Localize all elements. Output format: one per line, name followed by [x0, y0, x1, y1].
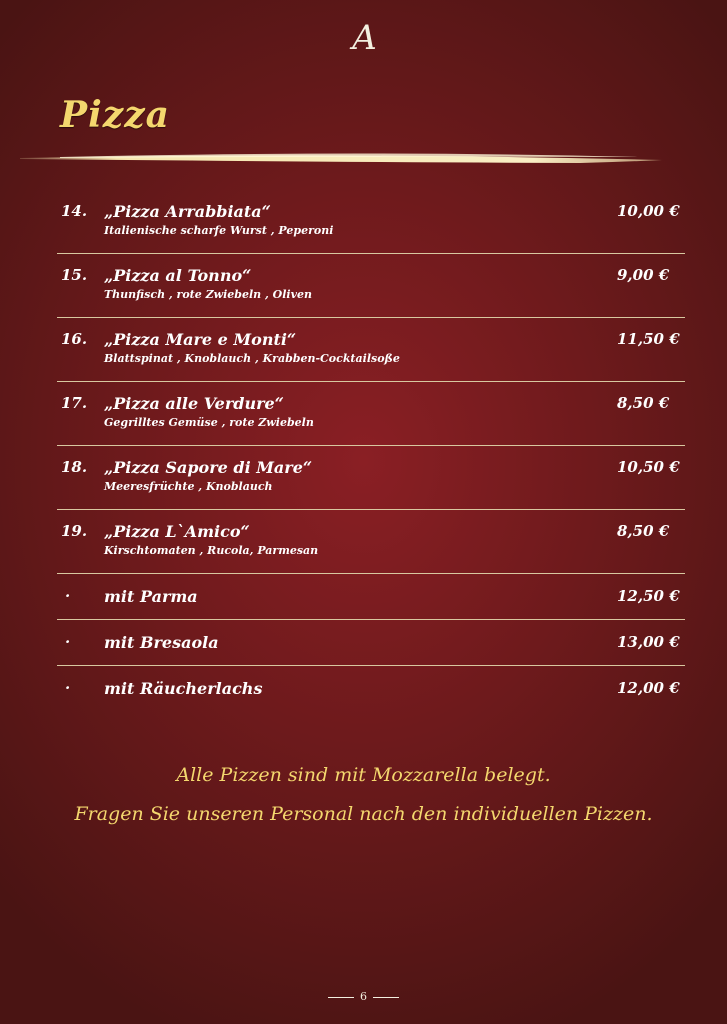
menu-extra: [57, 666, 685, 711]
item-price: 8,50 €: [617, 394, 670, 412]
page-footer: [0, 990, 727, 1003]
extra-name: mit Parma: [104, 587, 198, 606]
item-description: Kirschtomaten , Rucola, Parmesan: [104, 544, 319, 557]
item-price: 10,50 €: [617, 458, 680, 476]
item-number: 15.: [61, 266, 88, 284]
item-number: 14.: [61, 202, 88, 220]
menu-item: [57, 510, 685, 574]
menu-item: [57, 318, 685, 382]
extra-bullet: ·: [65, 633, 71, 651]
item-number: 18.: [61, 458, 88, 476]
extra-bullet: ·: [65, 679, 71, 697]
menu-item: [57, 190, 685, 254]
staff-note: Fragen Sie unseren Personal nach den individuellen Pizzen.: [74, 803, 653, 825]
pizza-menu: [57, 190, 685, 711]
item-description: Thunfisch , rote Zwiebeln , Oliven: [104, 288, 312, 301]
menu-item: [57, 446, 685, 510]
extra-price: 13,00 €: [617, 633, 680, 651]
item-name: „Pizza al Tonno“: [104, 266, 252, 285]
extra-price: 12,50 €: [617, 587, 680, 605]
menu-item: [57, 254, 685, 318]
restaurant-monogram-logo: A: [352, 18, 375, 58]
item-price: 10,00 €: [617, 202, 680, 220]
item-name: „Pizza Mare e Monti“: [104, 330, 297, 349]
item-number: 17.: [61, 394, 88, 412]
extra-name: mit Bresaola: [104, 633, 219, 652]
item-description: Blattspinat , Knoblauch , Krabben-Cocktailsoße: [104, 352, 400, 365]
item-description: Italienische scharfe Wurst , Peperoni: [104, 224, 334, 237]
extra-name: mit Räucherlachs: [104, 679, 263, 698]
item-number: 19.: [61, 522, 88, 540]
item-name: „Pizza Arrabbiata“: [104, 202, 271, 221]
item-name: „Pizza Sapore di Mare“: [104, 458, 313, 477]
item-description: Gegrilltes Gemüse , rote Zwiebeln: [104, 416, 314, 429]
item-name: „Pizza alle Verdure“: [104, 394, 284, 413]
item-number: 16.: [61, 330, 88, 348]
item-description: Meeresfrüchte , Knoblauch: [104, 480, 273, 493]
item-price: 8,50 €: [617, 522, 670, 540]
item-price: 11,50 €: [617, 330, 680, 348]
page-number: 6: [360, 990, 367, 1003]
footer-dash-left: [328, 997, 354, 998]
menu-extra: [57, 574, 685, 620]
mozzarella-note: Alle Pizzen sind mit Mozzarella belegt.: [176, 764, 551, 786]
page-title: Pizza: [60, 94, 170, 136]
item-price: 9,00 €: [617, 266, 670, 284]
footer-dash-right: [373, 997, 399, 998]
menu-item: [57, 382, 685, 446]
item-name: „Pizza L`Amico“: [104, 522, 250, 541]
decorative-brush-stroke: [20, 148, 662, 170]
extra-bullet: ·: [65, 587, 71, 605]
extra-price: 12,00 €: [617, 679, 680, 697]
menu-extra: [57, 620, 685, 666]
